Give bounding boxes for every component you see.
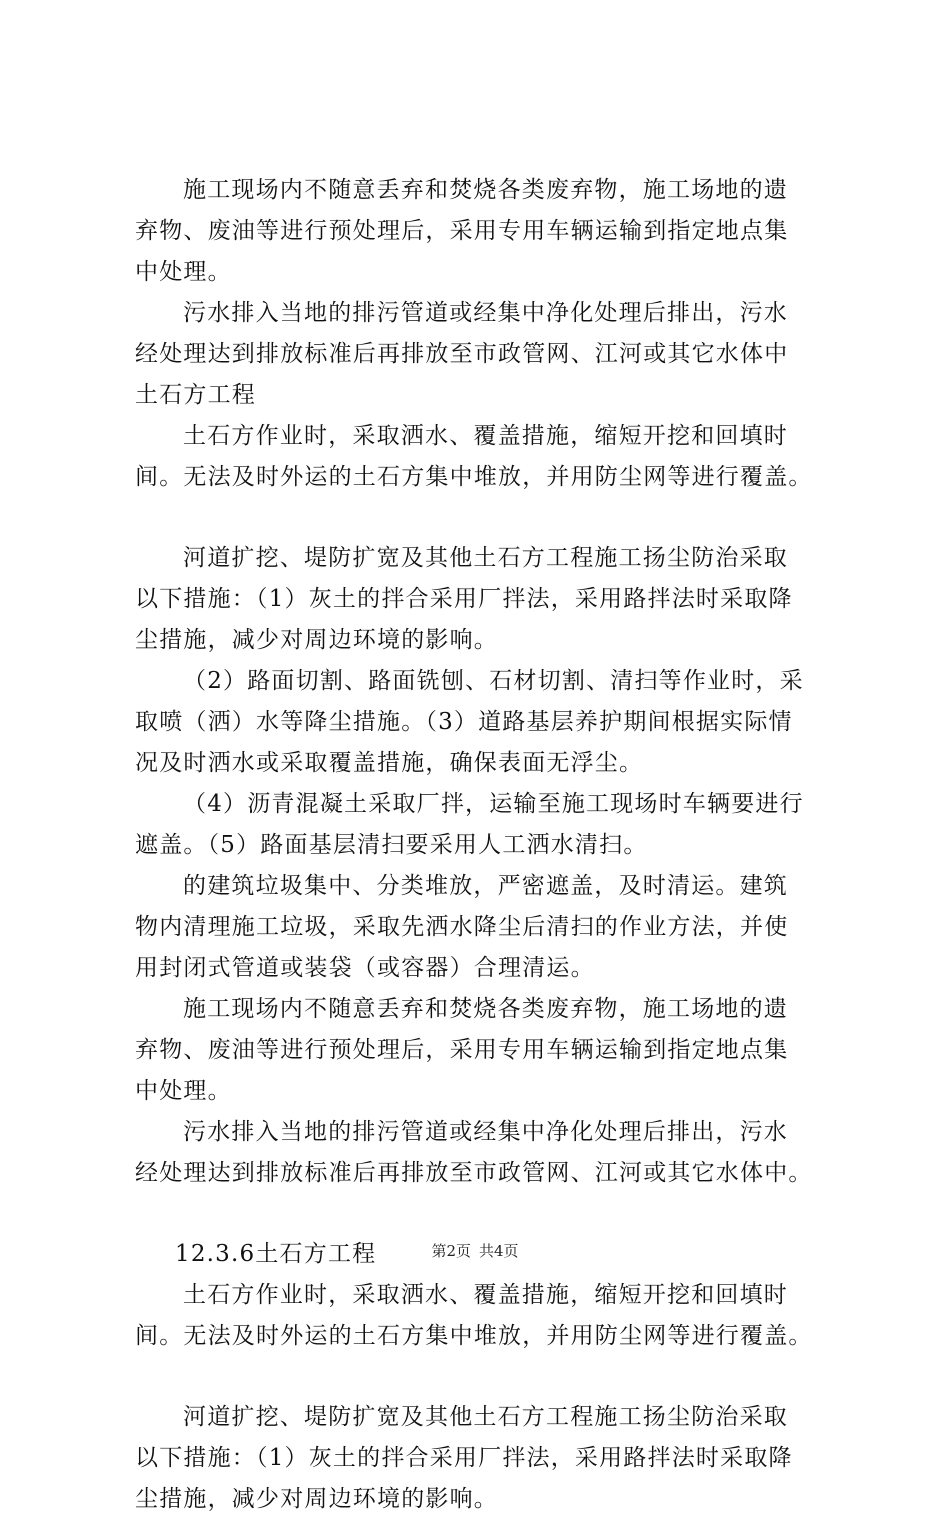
paragraph-line: 况及时洒水或采取覆盖措施，确保表面无浮尘。	[135, 750, 644, 776]
paragraph-line: 尘措施，减少对周边环境的影响。	[135, 627, 498, 653]
page-total: 共4页	[479, 1242, 519, 1260]
paragraph-line: 间。无法及时外运的土石方集中堆放，并用防尘网等进行覆盖。	[135, 1323, 813, 1349]
paragraph-line: 弃物、废油等进行预处理后，采用专用车辆运输到指定地点集	[135, 1037, 789, 1063]
paragraph-line: 用封闭式管道或装袋（或容器）合理清运。	[135, 955, 595, 981]
paragraph-line: 经处理达到排放标准后再排放至市政管网、江河或其它水体中	[135, 341, 789, 367]
paragraph-line: 间。无法及时外运的土石方集中堆放，并用防尘网等进行覆盖。	[135, 464, 813, 490]
paragraph-line: 以下措施：（1）灰土的拌合采用厂拌法，采用路拌法时采取降	[135, 1445, 793, 1471]
paragraph-line: 弃物、废油等进行预处理后，采用专用车辆运输到指定地点集	[135, 218, 789, 244]
paragraph-line: 土石方作业时，采取洒水、覆盖措施，缩短开挖和回填时	[183, 1282, 788, 1308]
section-heading: 12.3.6土石方工程	[175, 1241, 377, 1267]
paragraph-line: 尘措施，减少对周边环境的影响。	[135, 1486, 498, 1512]
paragraph-line: 施工现场内不随意丢弃和焚烧各类废弃物，施工场地的遗	[183, 177, 788, 203]
paragraph-gap	[135, 498, 840, 538]
paragraph-line: （2）路面切割、路面铣刨、石材切割、清扫等作业时，采	[183, 668, 804, 694]
paragraph-line: 污水排入当地的排污管道或经集中净化处理后排出，污水	[183, 300, 788, 326]
paragraph-line: 的建筑垃圾集中、分类堆放，严密遮盖，及时清运。建筑	[183, 873, 788, 899]
paragraph-line: 经处理达到排放标准后再排放至市政管网、江河或其它水体中。	[135, 1160, 813, 1186]
paragraph-line: 遮盖。（5）路面基层清扫要采用人工洒水清扫。	[135, 832, 648, 858]
document-body	[135, 170, 840, 1520]
paragraph-line: 中处理。	[135, 1078, 232, 1104]
paragraph-line: 施工现场内不随意丢弃和焚烧各类废弃物，施工场地的遗	[183, 996, 788, 1022]
paragraph-line: 中处理。	[135, 259, 232, 285]
page-footer	[0, 1240, 950, 1261]
paragraph-gap	[135, 1357, 840, 1397]
paragraph-line: 取喷（洒）水等降尘措施。（3）道路基层养护期间根据实际情	[135, 709, 793, 735]
section-heading: 土石方工程	[135, 382, 256, 408]
paragraph-line: 以下措施：（1）灰土的拌合采用厂拌法，采用路拌法时采取降	[135, 586, 793, 612]
paragraph-gap	[135, 1194, 840, 1234]
paragraph-line: 河道扩挖、堤防扩宽及其他土石方工程施工扬尘防治采取	[183, 545, 788, 571]
page-number: 第2页	[431, 1242, 471, 1260]
paragraph-line: 河道扩挖、堤防扩宽及其他土石方工程施工扬尘防治采取	[183, 1404, 788, 1430]
paragraph-line: （4）沥青混凝土采取厂拌，运输至施工现场时车辆要进行	[183, 791, 804, 817]
paragraph-line: 土石方作业时，采取洒水、覆盖措施，缩短开挖和回填时	[183, 423, 788, 449]
paragraph-line: 物内清理施工垃圾，采取先洒水降尘后清扫的作业方法，并使	[135, 914, 789, 940]
paragraph-line: 污水排入当地的排污管道或经集中净化处理后排出，污水	[183, 1119, 788, 1145]
